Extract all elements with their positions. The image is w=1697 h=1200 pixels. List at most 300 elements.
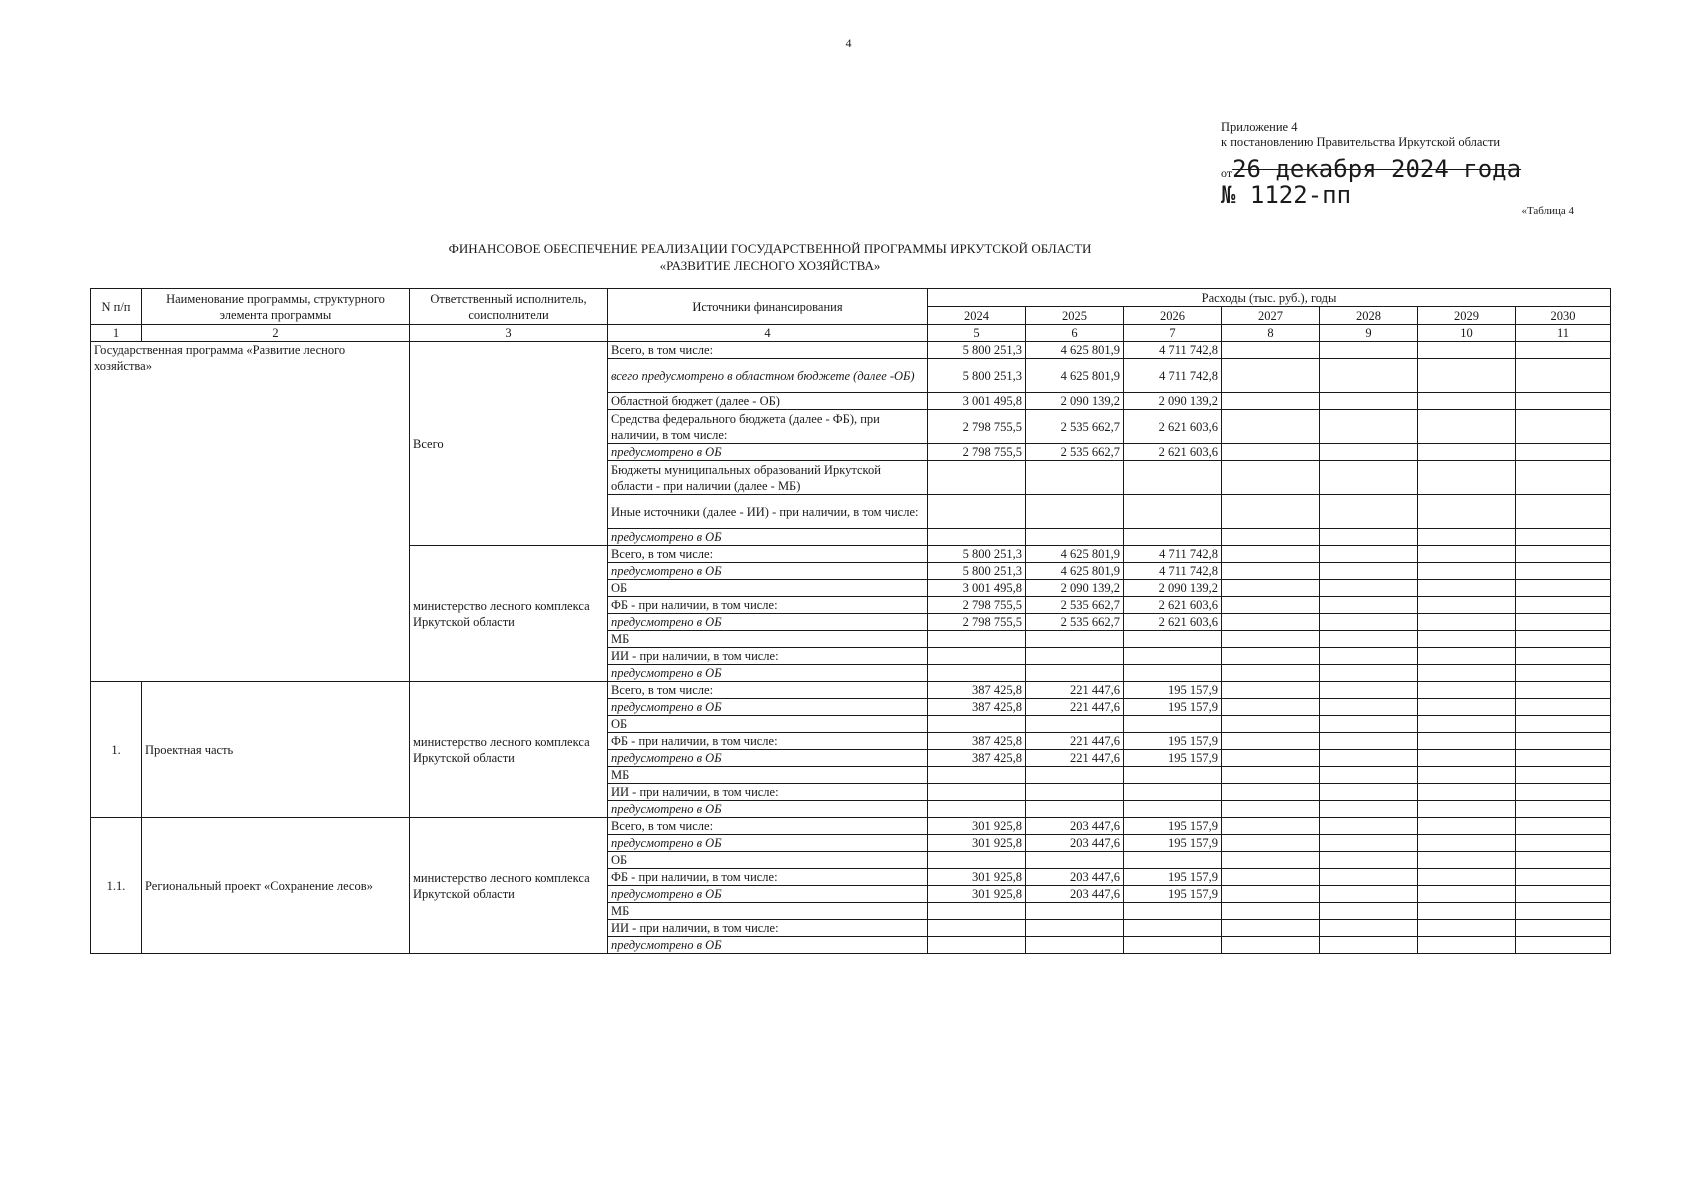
expense-value [1320,869,1418,886]
expense-value [1320,767,1418,784]
expense-value: 2 090 139,2 [1124,393,1222,410]
column-number: 7 [1124,325,1222,342]
expense-value: 203 447,6 [1026,818,1124,835]
expense-value [1222,869,1320,886]
expense-value [1418,563,1516,580]
expense-value [1516,580,1611,597]
expense-value [1222,733,1320,750]
program-name: Государственная программа «Развитие лесного хозяйства» [91,342,410,682]
expense-value [1320,665,1418,682]
expense-value [1418,733,1516,750]
expense-value [1516,886,1611,903]
funding-source: МБ [608,903,928,920]
table-row [91,818,1611,835]
funding-source: ОБ [608,716,928,733]
funding-source: предусмотрено в ОБ [608,529,928,546]
funding-source: ИИ - при наличии, в том числе: [608,784,928,801]
funding-source: предусмотрено в ОБ [608,937,928,954]
expense-value [1222,461,1320,495]
expense-value [928,631,1026,648]
expense-value [1222,835,1320,852]
expense-value [1320,937,1418,954]
expense-value [1418,342,1516,359]
funding-source: предусмотрено в ОБ [608,665,928,682]
expense-value [1222,359,1320,393]
expense-value [1222,852,1320,869]
expense-value [1418,750,1516,767]
funding-source: Иные источники (далее - ИИ) - при наличии, в том числе: [608,495,928,529]
expense-value: 387 425,8 [928,682,1026,699]
document-title [320,240,1220,274]
expense-value: 2 798 755,5 [928,614,1026,631]
executor-cell: министерство лесного комплекса Иркутской области [410,546,608,682]
expense-value [1418,784,1516,801]
expense-value [1418,393,1516,410]
expense-value: 2 535 662,7 [1026,597,1124,614]
expense-value: 4 711 742,8 [1124,342,1222,359]
expense-value [1516,597,1611,614]
expense-value [1418,818,1516,835]
expense-value [1026,767,1124,784]
expense-value [1516,410,1611,444]
expense-value: 195 157,9 [1124,835,1222,852]
column-number-row [91,325,1611,342]
expense-value: 2 621 603,6 [1124,597,1222,614]
expense-value [1320,801,1418,818]
resolution-date: 26 декабря 2024 года [1232,155,1522,183]
expense-value [1320,342,1418,359]
column-number: 5 [928,325,1026,342]
expense-value [1222,614,1320,631]
expense-value [1418,461,1516,495]
funding-source: ФБ - при наличии, в том числе: [608,869,928,886]
expense-value [1516,529,1611,546]
expense-value [1222,801,1320,818]
title-line-2: «РАЗВИТИЕ ЛЕСНОГО ХОЗЯЙСТВА» [659,258,881,273]
expense-value [1320,546,1418,563]
expense-value [1222,920,1320,937]
expense-value [1320,886,1418,903]
expense-value [1320,563,1418,580]
expense-value [1418,495,1516,529]
header-executor: Ответственный исполнитель, соисполнители [410,289,608,325]
funding-source: предусмотрено в ОБ [608,835,928,852]
expense-value [1320,580,1418,597]
expense-value [1516,733,1611,750]
expense-value [1026,903,1124,920]
date-prefix: от [1221,166,1233,180]
expense-value: 2 090 139,2 [1026,580,1124,597]
expense-value: 5 800 251,3 [928,563,1026,580]
expense-value [1516,342,1611,359]
table-tag: «Таблица 4 [1521,205,1574,217]
expense-value [928,784,1026,801]
expense-value: 195 157,9 [1124,733,1222,750]
funding-source: предусмотрено в ОБ [608,699,928,716]
expense-value [1418,665,1516,682]
expense-value [1418,546,1516,563]
expense-value: 221 447,6 [1026,733,1124,750]
expense-value [1124,648,1222,665]
expense-value [1320,903,1418,920]
expense-value [1418,801,1516,818]
expense-value [1320,682,1418,699]
expense-value: 2 621 603,6 [1124,410,1222,444]
expense-value [1516,631,1611,648]
expense-value [1222,903,1320,920]
expense-value [1418,648,1516,665]
funding-source: ФБ - при наличии, в том числе: [608,597,928,614]
expense-value [928,665,1026,682]
expense-value: 2 090 139,2 [1026,393,1124,410]
expense-value: 203 447,6 [1026,869,1124,886]
expense-value [1320,529,1418,546]
expense-value [1320,750,1418,767]
expense-value: 4 711 742,8 [1124,359,1222,393]
expense-value [1026,648,1124,665]
expense-value [1320,597,1418,614]
expense-value: 2 798 755,5 [928,597,1026,614]
funding-source: Всего, в том числе: [608,342,928,359]
expense-value [1516,495,1611,529]
expense-value [1516,920,1611,937]
header-row [91,289,1611,307]
expense-value [1124,903,1222,920]
column-number: 8 [1222,325,1320,342]
expense-value [1124,937,1222,954]
appendix-title: Приложение 4 [1221,120,1298,134]
expense-value [1320,835,1418,852]
expense-value [1516,393,1611,410]
expense-value [1418,886,1516,903]
expense-value [1418,903,1516,920]
expense-value: 203 447,6 [1026,886,1124,903]
expense-value [1516,767,1611,784]
header-year: 2027 [1222,307,1320,325]
funding-source: Всего, в том числе: [608,818,928,835]
expense-value [1222,648,1320,665]
expense-value [1418,716,1516,733]
expense-value [1026,801,1124,818]
funding-source: предусмотрено в ОБ [608,444,928,461]
expense-value: 4 625 801,9 [1026,546,1124,563]
expense-value [1516,563,1611,580]
header-name: Наименование программы, структурного элемента программы [142,289,410,325]
expense-value [1222,784,1320,801]
expense-value: 195 157,9 [1124,886,1222,903]
expense-value [928,801,1026,818]
funding-source: ФБ - при наличии, в том числе: [608,733,928,750]
expense-value: 2 535 662,7 [1026,444,1124,461]
expense-value [1320,444,1418,461]
expense-value [1320,818,1418,835]
expense-value: 4 625 801,9 [1026,342,1124,359]
expense-value [1516,546,1611,563]
expense-value [928,495,1026,529]
expense-value [928,767,1026,784]
header-num: N п/п [91,289,142,325]
expense-value [1418,444,1516,461]
expense-value [1124,495,1222,529]
funding-source: ОБ [608,852,928,869]
expense-value [1222,716,1320,733]
column-number: 9 [1320,325,1418,342]
expense-value [1418,937,1516,954]
expense-value: 4 711 742,8 [1124,563,1222,580]
funding-source: МБ [608,631,928,648]
expense-value: 195 157,9 [1124,699,1222,716]
row-number: 1.1. [91,818,142,954]
expense-value [928,852,1026,869]
financing-table [90,288,1611,954]
funding-source: предусмотрено в ОБ [608,750,928,767]
funding-source: предусмотрено в ОБ [608,614,928,631]
resolution-stamp [1221,155,1521,207]
expense-value [1222,546,1320,563]
expense-value [1320,495,1418,529]
expense-value [1516,716,1611,733]
expense-value [1124,801,1222,818]
expense-value: 387 425,8 [928,750,1026,767]
expense-value: 5 800 251,3 [928,342,1026,359]
expense-value: 221 447,6 [1026,699,1124,716]
expense-value: 2 621 603,6 [1124,614,1222,631]
expense-value [928,937,1026,954]
expense-value [1124,852,1222,869]
expense-value [1026,461,1124,495]
expense-value [1026,920,1124,937]
expense-value [1320,920,1418,937]
expense-value [1320,461,1418,495]
expense-value [928,461,1026,495]
funding-source: предусмотрено в ОБ [608,563,928,580]
table-row [91,342,1611,359]
expense-value: 195 157,9 [1124,869,1222,886]
expense-value: 221 447,6 [1026,750,1124,767]
expense-value [1418,682,1516,699]
expense-value [1320,614,1418,631]
expense-value [1222,444,1320,461]
program-name: Региональный проект «Сохранение лесов» [142,818,410,954]
funding-source: предусмотрено в ОБ [608,801,928,818]
table-row [91,682,1611,699]
expense-value [1418,920,1516,937]
expense-value [1516,750,1611,767]
expense-value [1222,886,1320,903]
expense-value: 301 925,8 [928,835,1026,852]
expense-value [1222,937,1320,954]
column-number: 1 [91,325,142,342]
header-year: 2025 [1026,307,1124,325]
expense-value [1026,529,1124,546]
executor-cell: министерство лесного комплекса Иркутской области [410,818,608,954]
expense-value: 2 798 755,5 [928,444,1026,461]
expense-value [928,529,1026,546]
expense-value: 4 711 742,8 [1124,546,1222,563]
funding-source: ОБ [608,580,928,597]
expense-value [1320,733,1418,750]
expense-value [1222,767,1320,784]
expense-value: 2 535 662,7 [1026,410,1124,444]
expense-value [1320,648,1418,665]
expense-value [1516,937,1611,954]
expense-value: 301 925,8 [928,869,1026,886]
expense-value [1222,750,1320,767]
expense-value [1418,869,1516,886]
expense-value [1320,359,1418,393]
expense-value [1026,716,1124,733]
column-number: 2 [142,325,410,342]
expense-value: 4 625 801,9 [1026,563,1124,580]
executor-cell: Всего [410,342,608,546]
expense-value [1222,495,1320,529]
expense-value [1418,597,1516,614]
expense-value [1418,852,1516,869]
expense-value [1320,410,1418,444]
expense-value [1516,699,1611,716]
expense-value [1222,529,1320,546]
expense-value [1124,767,1222,784]
expense-value: 3 001 495,8 [928,393,1026,410]
expense-value [1124,920,1222,937]
expense-value: 387 425,8 [928,733,1026,750]
header-year: 2024 [928,307,1026,325]
expense-value [1516,444,1611,461]
expense-value [1516,359,1611,393]
header-year: 2028 [1320,307,1418,325]
expense-value [1320,393,1418,410]
expense-value [1026,852,1124,869]
column-number: 4 [608,325,928,342]
column-number: 11 [1516,325,1611,342]
expense-value [928,716,1026,733]
expense-value [1222,631,1320,648]
expense-value [1222,563,1320,580]
expense-value [1320,699,1418,716]
expense-value: 203 447,6 [1026,835,1124,852]
executor-cell: министерство лесного комплекса Иркутской области [410,682,608,818]
title-line-1: ФИНАНСОВОЕ ОБЕСПЕЧЕНИЕ РЕАЛИЗАЦИИ ГОСУДАРСТВЕННОЙ ПРОГРАММЫ ИРКУТСКОЙ ОБЛАСТИ [448,241,1092,256]
expense-value: 221 447,6 [1026,682,1124,699]
expense-value: 3 001 495,8 [928,580,1026,597]
expense-value [1124,461,1222,495]
column-number: 6 [1026,325,1124,342]
expense-value: 5 800 251,3 [928,546,1026,563]
expense-value [928,648,1026,665]
expense-value [1516,461,1611,495]
expense-value [1418,699,1516,716]
expense-value [1222,580,1320,597]
expense-value [1222,597,1320,614]
expense-value [1516,818,1611,835]
expense-value [1222,665,1320,682]
expense-value [1222,393,1320,410]
row-number: 1. [91,682,142,818]
expense-value [1516,614,1611,631]
expense-value [1320,716,1418,733]
expense-value: 5 800 251,3 [928,359,1026,393]
header-source: Источники финансирования [608,289,928,325]
expense-value [1320,784,1418,801]
expense-value: 2 798 755,5 [928,410,1026,444]
funding-source: Средства федерального бюджета (далее - ФБ), при наличии, в том числе: [608,410,928,444]
expense-value [1222,682,1320,699]
expense-value [1516,648,1611,665]
expense-value [1516,784,1611,801]
expense-value [1124,784,1222,801]
expense-value: 301 925,8 [928,886,1026,903]
funding-source: Областной бюджет (далее - ОБ) [608,393,928,410]
header-year: 2029 [1418,307,1516,325]
funding-source: Всего, в том числе: [608,682,928,699]
expense-value [1222,410,1320,444]
program-name: Проектная часть [142,682,410,818]
expense-value [1516,665,1611,682]
funding-source: ИИ - при наличии, в том числе: [608,920,928,937]
expense-value [1124,716,1222,733]
funding-source: всего предусмотрено в областном бюджете (далее -ОБ) [608,359,928,393]
expense-value [928,920,1026,937]
expense-value [928,903,1026,920]
expense-value: 387 425,8 [928,699,1026,716]
expense-value [1124,631,1222,648]
expense-value [1418,767,1516,784]
funding-source: ИИ - при наличии, в том числе: [608,648,928,665]
expense-value [1418,631,1516,648]
expense-value [1222,699,1320,716]
expense-value: 4 625 801,9 [1026,359,1124,393]
expense-value [1516,903,1611,920]
expense-value [1320,852,1418,869]
funding-source: предусмотрено в ОБ [608,886,928,903]
column-number: 3 [410,325,608,342]
expense-value [1418,614,1516,631]
resolution-number: № 1122-пп [1221,181,1352,209]
expense-value [1320,631,1418,648]
table-body [91,289,1611,954]
expense-value: 2 621 603,6 [1124,444,1222,461]
expense-value [1222,818,1320,835]
expense-value [1516,869,1611,886]
expense-value: 301 925,8 [928,818,1026,835]
expense-value [1026,631,1124,648]
expense-value [1026,784,1124,801]
appendix-header [1221,120,1500,150]
header-expenses: Расходы (тыс. руб.), годы [928,289,1611,307]
expense-value [1516,682,1611,699]
expense-value [1026,665,1124,682]
expense-value [1418,529,1516,546]
expense-value: 195 157,9 [1124,682,1222,699]
expense-value [1516,801,1611,818]
expense-value: 2 535 662,7 [1026,614,1124,631]
expense-value: 2 090 139,2 [1124,580,1222,597]
funding-source: Всего, в том числе: [608,546,928,563]
expense-value [1026,937,1124,954]
appendix-reference: к постановлению Правительства Иркутской области [1221,135,1501,149]
expense-value [1124,665,1222,682]
header-year: 2026 [1124,307,1222,325]
expense-value [1026,495,1124,529]
header-year: 2030 [1516,307,1611,325]
expense-value [1418,580,1516,597]
funding-source: Бюджеты муниципальных образований Иркутской области - при наличии (далее - МБ) [608,461,928,495]
funding-source: МБ [608,767,928,784]
expense-value [1516,852,1611,869]
page-number: 4 [845,36,852,50]
expense-value [1418,835,1516,852]
expense-value [1418,410,1516,444]
